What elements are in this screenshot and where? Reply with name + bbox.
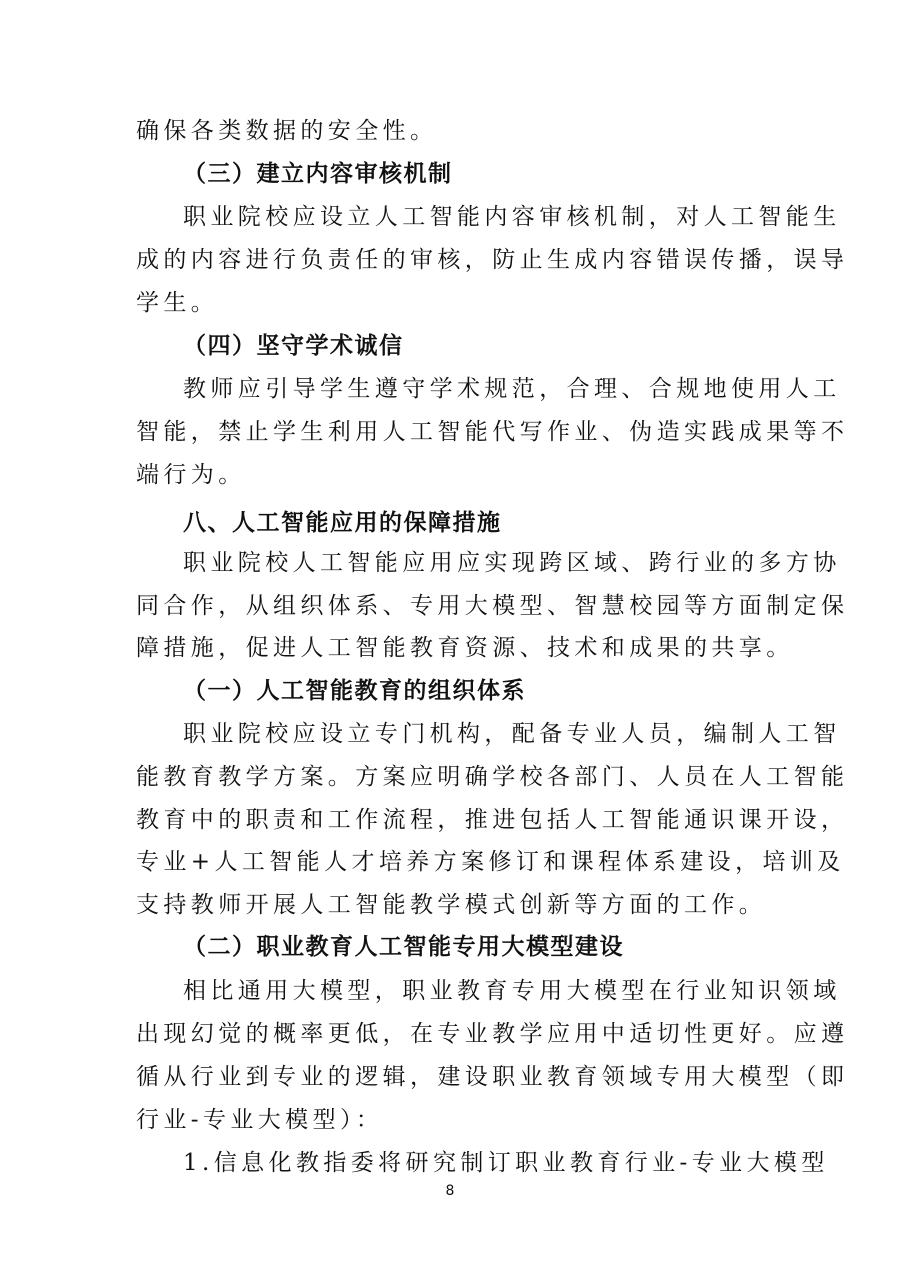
paragraph-line: 专业+人工智能人才培养方案修订和课程体系建设，培训及 xyxy=(136,849,845,875)
paragraph-line: 出现幻觉的概率更低，在专业教学应用中适切性更好。应遵 xyxy=(136,1021,849,1047)
paragraph-line: 教师应引导学生遵守学术规范，合理、合规地使用人工 xyxy=(183,376,841,402)
paragraph-line: 端行为。 xyxy=(136,462,246,488)
page-number: 8 xyxy=(445,1183,455,1199)
paragraph-line: 行业-专业大模型）： xyxy=(136,1107,384,1133)
paragraph-line: 能教育教学方案。方案应明确学校各部门、人员在人工智能 xyxy=(136,764,849,790)
section-heading: （四）坚守学术诚信 xyxy=(183,333,404,359)
paragraph-line: 支持教师开展人工智能教学模式创新等方面的工作。 xyxy=(136,892,767,918)
paragraph-line: 教育中的职责和工作流程，推进包括人工智能通识课开设， xyxy=(136,807,849,833)
paragraph-line: 确保各类数据的安全性。 xyxy=(136,118,438,144)
section-heading: （一）人工智能教育的组织体系 xyxy=(183,678,526,704)
chapter-heading: 八、人工智能应用的保障措施 xyxy=(183,510,502,536)
paragraph-line: 障措施，促进人工智能教育资源、技术和成果的共享。 xyxy=(136,635,794,661)
section-heading: （二）职业教育人工智能专用大模型建设 xyxy=(183,934,624,960)
paragraph-line: 成的内容进行负责任的审核，防止生成内容错误传播，误导 xyxy=(136,247,849,273)
paragraph-line: 学生。 xyxy=(136,290,219,316)
paragraph-line: 相比通用大模型，职业教育专用大模型在行业知识领域 xyxy=(183,978,841,1004)
paragraph-line: 循从行业到专业的逻辑，建设职业教育领域专用大模型（即 xyxy=(136,1064,849,1090)
paragraph-line: 职业院校应设立人工智能内容审核机制，对人工智能生 xyxy=(183,204,841,230)
paragraph-line: 同合作，从组织体系、专用大模型、智慧校园等方面制定保 xyxy=(136,593,849,619)
paragraph-line: 1.信息化教指委将研究制订职业教育行业-专业大模型 xyxy=(183,1150,829,1176)
paragraph-line: 职业院校应设立专门机构，配备专业人员，编制人工智 xyxy=(183,721,841,747)
paragraph-line: 职业院校人工智能应用应实现跨区域、跨行业的多方协 xyxy=(183,550,841,576)
section-heading: （三）建立内容审核机制 xyxy=(183,161,453,187)
paragraph-line: 智能，禁止学生利用人工智能代写作业、伪造实践成果等不 xyxy=(136,419,849,445)
